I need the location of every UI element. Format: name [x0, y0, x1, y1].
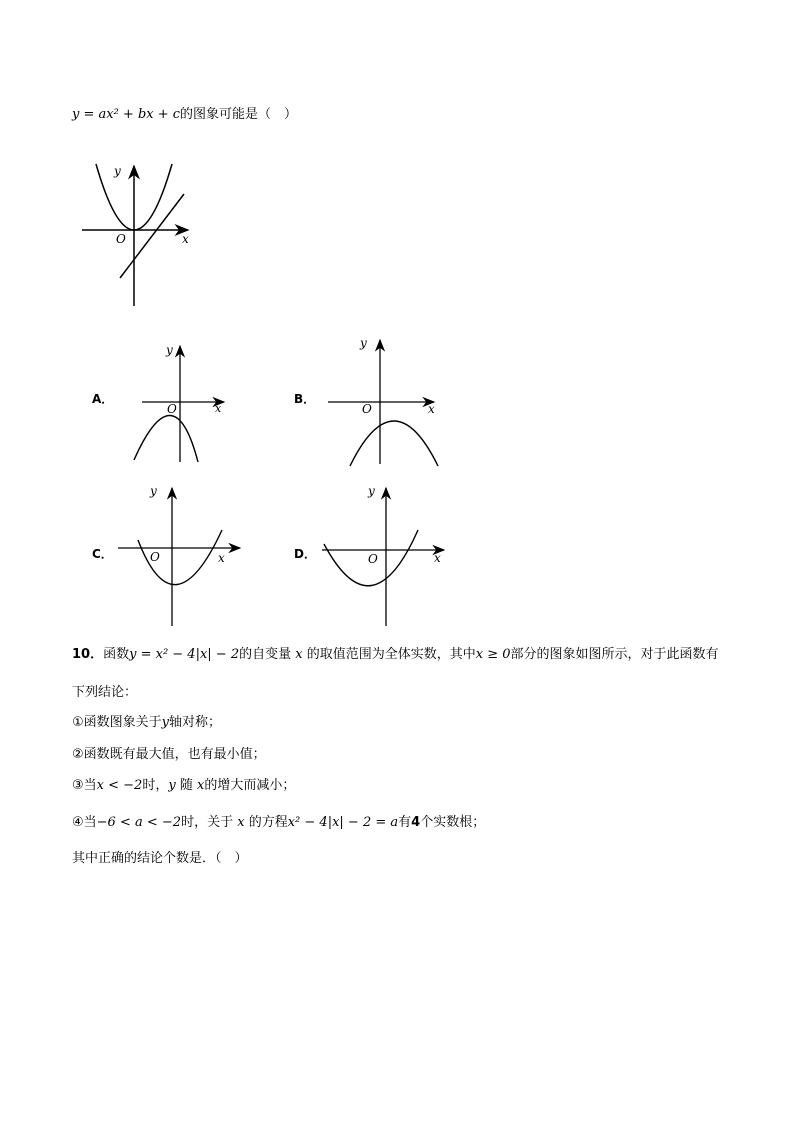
main-y-label: y [114, 164, 121, 178]
q10-function: y = x² − 4|x| − 2 [129, 647, 240, 662]
c1-text-a: ①函数图象关于 [72, 715, 162, 730]
q10-text-c: 的取值范围为全体实数，其中 [306, 647, 476, 662]
q10-conclusion-2: ②函数既有最大值，也有最小值； [72, 747, 266, 762]
c3-text-d: 的增大而减小； [204, 778, 296, 793]
q10-conclusion-4 [72, 814, 485, 832]
option-c-label[interactable]: C． [92, 547, 113, 561]
q9-formula: y = ax² + bx + c [72, 107, 181, 122]
q10-line1 [72, 646, 719, 664]
option-d-y-label: y [368, 484, 375, 498]
c4-var-x: x [237, 815, 245, 830]
c4-text-b: 时，关于 [181, 815, 234, 830]
option-d-graph[interactable] [320, 484, 448, 630]
option-a-origin-label: O [167, 402, 177, 416]
c4-equation: x² − 4|x| − 2 = a [287, 815, 399, 830]
c3-text-b: 时， [142, 778, 169, 793]
option-b-y-label: y [360, 336, 367, 350]
c4-text-d: 有 [398, 815, 412, 830]
line-graph [120, 194, 184, 278]
c3-text-a: ③当 [72, 778, 97, 793]
c1-text-b: 轴对称； [169, 715, 222, 730]
option-a-label[interactable]: A． [92, 392, 114, 406]
option-d-origin-label: O [368, 552, 378, 566]
c4-text-e: 个实数根； [420, 815, 486, 830]
main-x-label: x [182, 232, 189, 246]
option-d-label[interactable]: D． [294, 547, 316, 561]
option-c-graph[interactable] [118, 484, 244, 630]
q9-stem-text: 的图象可能是（ ） [180, 107, 298, 122]
c4-root-count: 4 [411, 815, 421, 830]
c3-var-x: x [196, 778, 205, 793]
option-a-y-label: y [166, 343, 173, 357]
q10-final: 其中正确的结论个数是．（ ） [72, 851, 248, 866]
option-b-label[interactable]: B． [294, 392, 316, 406]
q10-number: 10． [72, 647, 104, 662]
option-c-x-label: x [218, 551, 225, 565]
q10-text-b: 的自变量 [239, 647, 292, 662]
q10-text-a: 函数 [103, 647, 130, 662]
option-d-x-label: x [434, 551, 441, 565]
option-a-curve [134, 415, 198, 462]
option-b-origin-label: O [362, 402, 372, 416]
option-b-curve [350, 421, 438, 466]
q10-conclusion-1 [72, 714, 221, 732]
q10-line2: 下列结论： [72, 685, 138, 700]
c4-text-c: 的方程 [248, 815, 288, 830]
option-b-x-label: x [428, 402, 435, 416]
c4-text-a: ④当 [72, 815, 97, 830]
c3-text-c: 随 [179, 778, 193, 793]
q9-stem [72, 106, 297, 124]
main-figure [80, 160, 190, 310]
c4-condition: −6 < a < −2 [96, 815, 182, 830]
main-origin-label: O [116, 232, 126, 246]
option-a-x-label: x [215, 402, 222, 415]
c1-var-y: y [161, 715, 170, 730]
option-c-y-label: y [150, 484, 157, 498]
q10-text-d: 部分的图象如图所示，对于此函数有 [510, 647, 719, 662]
c3-condition: x < −2 [96, 778, 143, 793]
q10-var-x: x [295, 647, 303, 662]
q10-conclusion-3 [72, 777, 295, 795]
q10-condition: x ≥ 0 [475, 647, 511, 662]
c3-var-y: y [168, 778, 176, 793]
option-c-origin-label: O [150, 550, 160, 564]
